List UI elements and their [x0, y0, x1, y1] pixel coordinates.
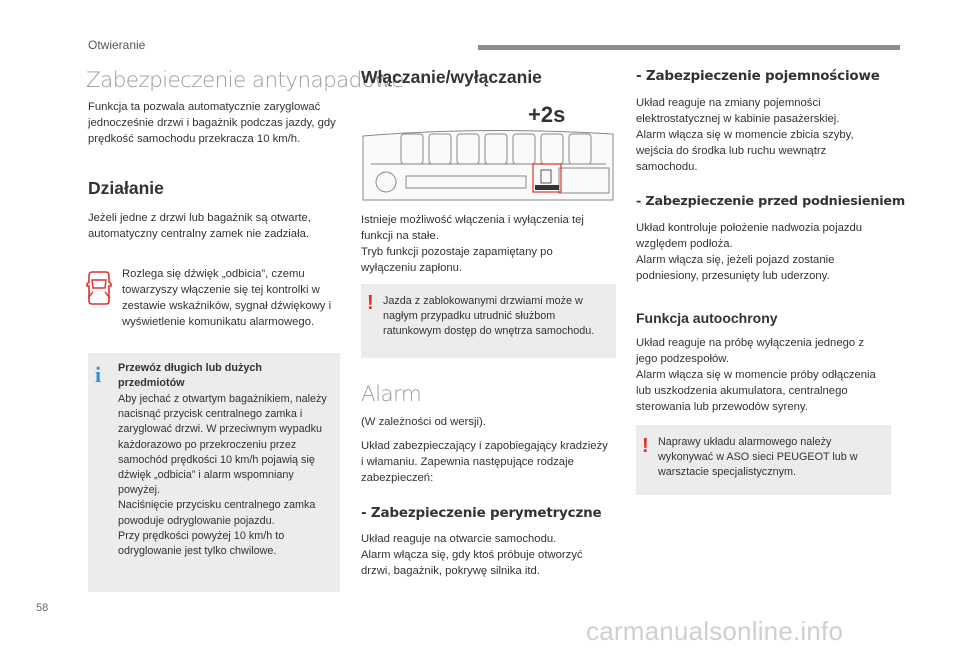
heading-podniesienie: - Zabezpieczenie przed podniesieniem [636, 194, 906, 209]
title-alarm: Alarm [361, 382, 422, 407]
podniesienie-text: Układ kontroluje położenie nadwozia pojazdu względem podłoża. Alarm włącza się, jeżeli pojazd zostanie podniesiony, przesunięty lub uderzony. [636, 222, 863, 282]
title-antynapadowe: Zabezpieczenie antynapadowe [86, 68, 404, 93]
pojemnosciowe-text: Układ reaguje na zmiany pojemności elektrostatycznej w kabinie pasażerskiej. Alarm włącza się w momencie zbicia szyby, wejścia do środka lub ruchu wewnątrz samochodu. [636, 97, 854, 173]
warning-locked-doors-text: Jazda z zablokowanymi drzwiami może w nagłym przypadku utrudnić służbom ratunkowym dostęp do wnętrza samochodu. [383, 295, 595, 338]
info-box-text: Aby jechać z otwartym bagażnikiem, należy nacisnąć przycisk centralnego zamka i zaryglować drzwi. W przeciwnym wypadku każdorazowo po przekroczeniu przez samochód prędkości 10 km/h pojawią się dźwięk „odbicia” i alarm wspomniany powyżej. Naciśnięcie przycisku centralnego zamka powoduje odryglowanie pojazdu. Przy prędkości powyżej 10 km/h to odryglowanie jest tylko chwilowe. [118, 393, 327, 558]
header-bar [478, 45, 900, 50]
warning-icon: ! [367, 292, 374, 314]
watermark: carmanualsonline.info [586, 616, 844, 646]
warning-box-repairs [636, 425, 891, 495]
warning-box-locked-doors [361, 284, 616, 358]
heading-perymetryczne: - Zabezpieczenie perymetryczne [361, 505, 602, 521]
alarm-text: Układ zabezpieczający i zapobiegający kradzieży i włamaniu. Zapewnia następujące rodzaje zabezpieczeń: [361, 440, 608, 484]
warning-icon: ! [642, 435, 649, 457]
heading-autoochrona: Funkcja autoochrony [636, 310, 778, 326]
wlaczanie-text: Istnieje możliwość włączenia i wyłączenia tej funkcji na stałe. Tryb funkcji pozostaje zapamiętany po wyłączeniu zapłonu. [361, 214, 584, 274]
dashboard-button-illustration [361, 100, 616, 205]
warning-repairs-text: Naprawy układu alarmowego należy wykonywać w ASO sieci PEUGEOT lub w warsztacie specjalistycznym. [658, 436, 858, 479]
section-label: Otwieranie [88, 38, 146, 52]
dzialanie-text: Jeżeli jedne z drzwi lub bagażnik są otwarte, automatyczny centralny zamek nie zadziała. [88, 212, 311, 240]
info-box [88, 353, 340, 592]
heading-pojemnosciowe: - Zabezpieczenie pojemnościowe [636, 68, 880, 84]
door-open-warning-icon [84, 268, 114, 308]
info-icon: i [95, 362, 102, 387]
duration-label: +2s [528, 102, 566, 127]
page-number: 58 [36, 602, 49, 614]
perymetryczne-text: Układ reaguje na otwarcie samochodu. Alarm włącza się, gdy ktoś próbuje otworzyć drzwi, bagażnik, pokrywę silnika itd. [361, 533, 583, 577]
heading-dzialanie: Działanie [88, 178, 164, 198]
alarm-version: (W zależności od wersji). [361, 416, 486, 428]
intro-text: Funkcja ta pozwala automatycznie zaryglować jednocześnie drzwi i bagażnik podczas jazdy, gdy prędkość samochodu przekracza 10 km/h. [88, 101, 336, 145]
dzialanie-note: Rozlega się dźwięk „odbicia”, czemu towarzyszy włączenie się tej kontrolki w zestawie wskaźników, sygnał dźwiękowy i wyświetlenie komunikatu alarmowego. [122, 268, 332, 328]
info-box-title: Przewóz długich lub dużych przedmiotów [118, 362, 262, 390]
autoochrona-text: Układ reaguje na próbę wyłączenia jednego z jego podzespołów. Alarm włącza się w momencie próby odłączenia lub uszkodzenia akumulatora, centralnego sterowania lub przewodów syreny. [636, 337, 876, 413]
heading-wlaczanie: Włączanie/wyłączanie [361, 67, 542, 87]
